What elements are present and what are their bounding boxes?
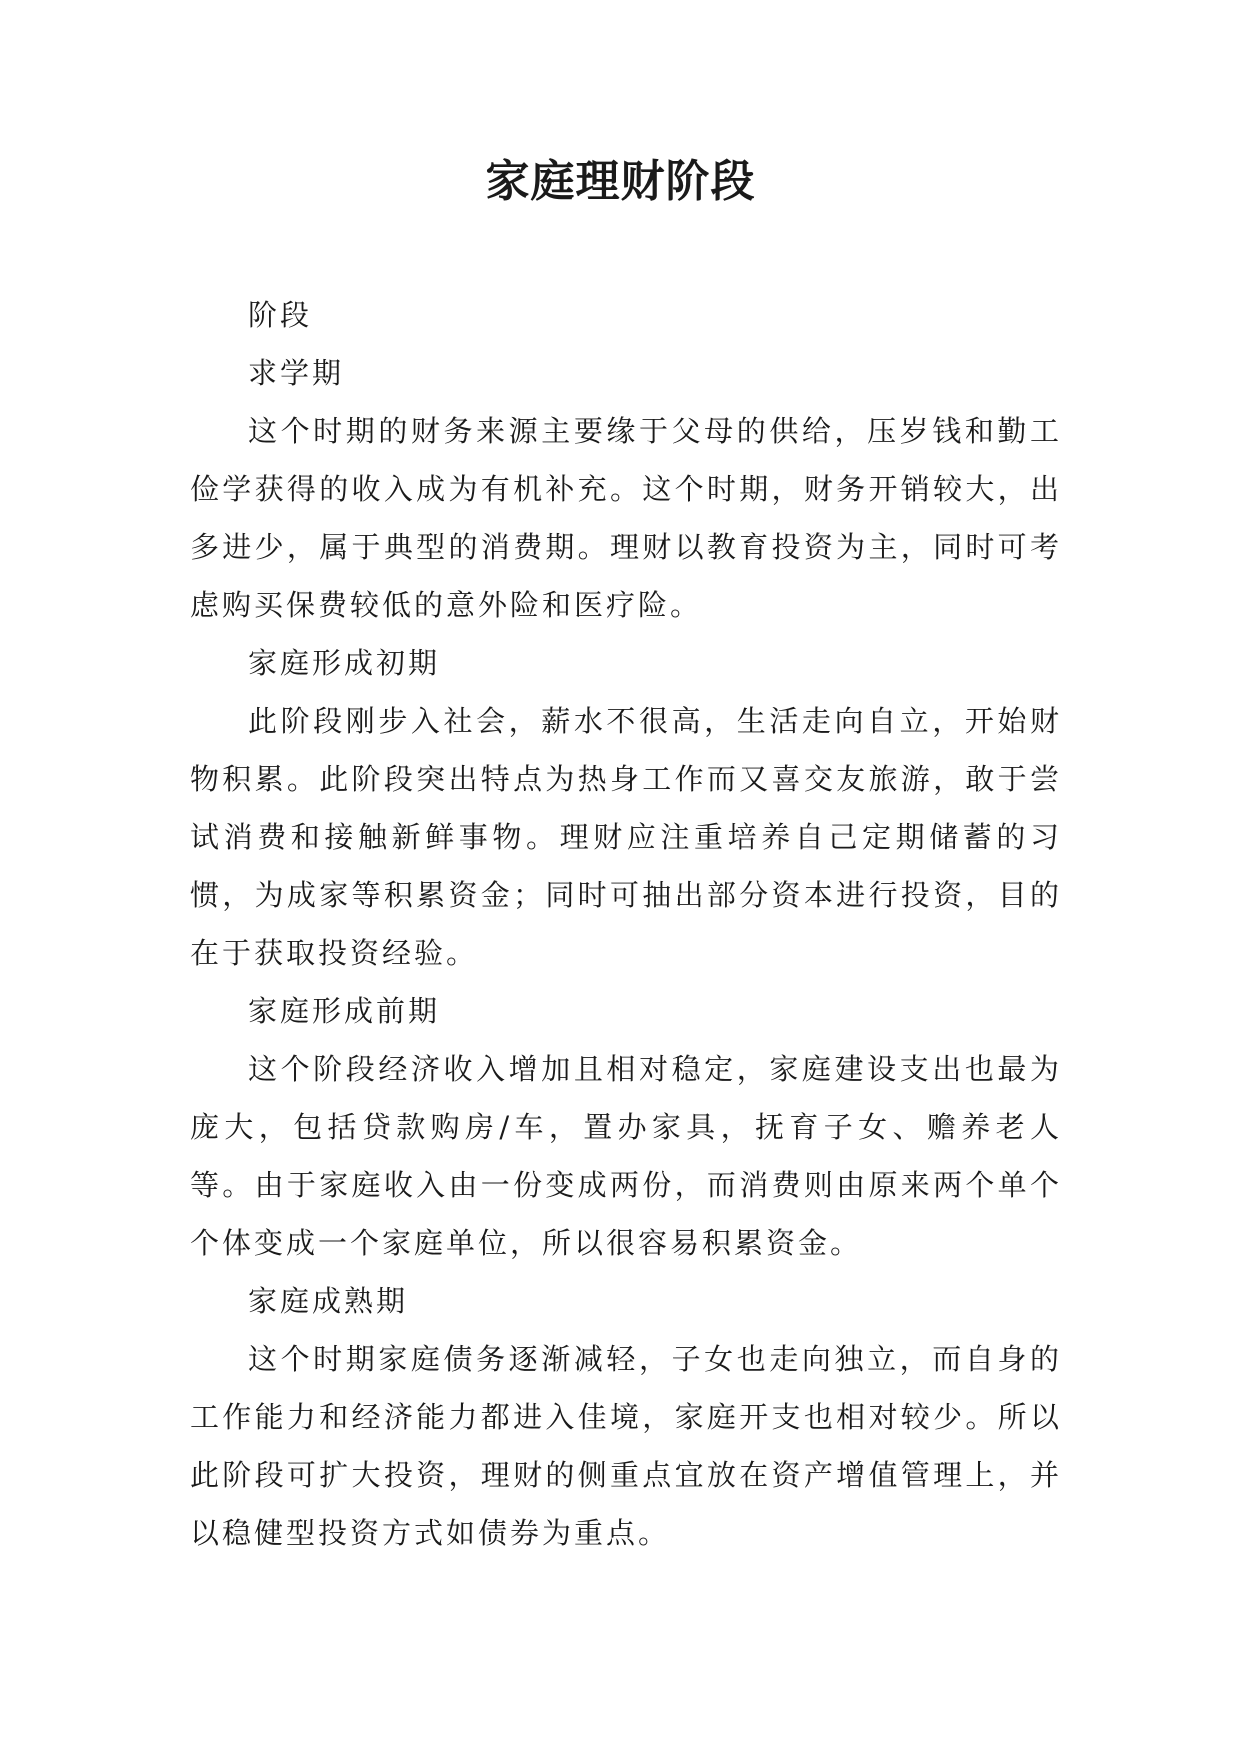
section-heading-stage: 阶段	[248, 298, 313, 332]
section-heading-formation-early: 家庭形成初期	[248, 646, 441, 680]
paragraph-formation-pre: 这个阶段经济收入增加且相对稳定，家庭建设支出也最为庞大，包括贷款购房/车，置办家具，抚育子女、赡养老人等。由于家庭收入由一份变成两份，而消费则由原来两个单个个体变成一个家庭单位，所以很容易积累资金。	[190, 1052, 1062, 1260]
section-heading-mature: 家庭成熟期	[248, 1284, 409, 1318]
paragraph-study: 这个时期的财务来源主要缘于父母的供给，压岁钱和勤工俭学获得的收入成为有机补充。这个时期，财务开销较大，出多进少，属于典型的消费期。理财以教育投资为主，同时可考虑购买保费较低的意外险和医疗险。	[190, 414, 1062, 622]
paragraph-mature: 这个时期家庭债务逐渐减轻，子女也走向独立，而自身的工作能力和经济能力都进入佳境，家庭开支也相对较少。所以此阶段可扩大投资，理财的侧重点宜放在资产增值管理上，并以稳健型投资方式如债券为重点。	[190, 1342, 1062, 1550]
document-title: 家庭理财阶段	[485, 156, 756, 207]
section-heading-study: 求学期	[248, 356, 345, 390]
paragraph-formation-early: 此阶段刚步入社会，薪水不很高，生活走向自立，开始财物积累。此阶段突出特点为热身工作而又喜交友旅游，敢于尝试消费和接触新鲜事物。理财应注重培养自己定期储蓄的习惯，为成家等积累资金；同时可抽出部分资本进行投资，目的在于获取投资经验。	[190, 704, 1062, 970]
document-body	[190, 286, 1062, 1562]
section-heading-formation-pre: 家庭形成前期	[248, 994, 441, 1028]
